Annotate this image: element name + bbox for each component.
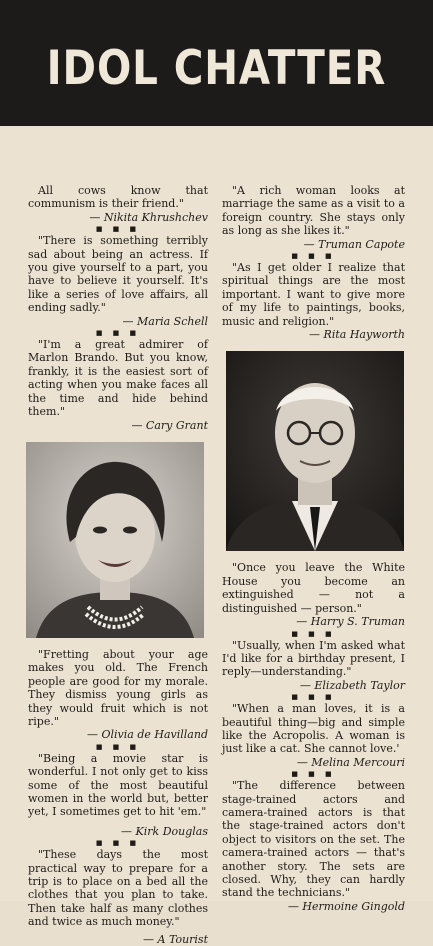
photo-harry-s-truman bbox=[226, 351, 404, 551]
portrait-man-image bbox=[226, 351, 404, 551]
right-column bbox=[222, 184, 405, 913]
separator: ■ ■ ■ bbox=[95, 839, 141, 848]
quote-author: — Olivia de Havilland bbox=[87, 728, 208, 742]
quote-text: "The difference between stage-trained actors and camera-trained actors is that the stage-trained actors don't object to visitors on the set. The camera-trained actors — that's another story. The sets are closed. Why, they can hardly stand the technicians." bbox=[222, 779, 405, 900]
page-title: IDOL CHATTER bbox=[46, 40, 387, 96]
quote-text: "I'm a great admirer of Marlon Brando. But you know, frankly, it is the easiest sort of acting when you make faces all the time and hide behind them." bbox=[28, 338, 208, 419]
quote-author: — Harry S. Truman bbox=[296, 615, 405, 629]
separator: ■ ■ ■ bbox=[291, 770, 336, 779]
quote-text: "Being a movie star is wonderful. I not only get to kiss some of the most beautiful women in the world but, better yet, I sometimes get to hit 'em." bbox=[28, 751, 208, 819]
quote-author: — Hermoine Gingold bbox=[287, 899, 405, 913]
quote-author: — Cary Grant bbox=[131, 418, 208, 432]
quote-text: "These days the most practical way to prepare for a trip is to place on a bed all the clothes that you plan to take. Then take half as many clothes and twice as much money." bbox=[28, 848, 208, 929]
quote-text: "Once you leave the White House you become an extinguished — not a distinguished — person." bbox=[222, 561, 405, 615]
separator: ■ ■ ■ bbox=[291, 252, 336, 261]
quote-text: "Fretting about your age makes you old. The French people are good for my morale. They dismiss young girls as they would fruit which is not ripe." bbox=[28, 647, 208, 728]
quote-text: "As I get older I realize that spiritual things are the most important. I want to give more of my life to paintings, books, music and religion." bbox=[222, 261, 405, 328]
quote-author: — Nikita Khrushchev bbox=[89, 210, 208, 224]
quote-author: — Kirk Douglas bbox=[121, 824, 208, 838]
separator: ■ ■ ■ bbox=[291, 629, 336, 638]
header-banner bbox=[0, 0, 433, 126]
quote-text: "A rich woman looks at marriage the same as a visit to a foreign country. She stays only as long as she likes it." bbox=[222, 184, 405, 238]
portrait-woman-image bbox=[26, 442, 204, 638]
quote-author: — Truman Capote bbox=[303, 237, 405, 251]
quote-text: "When a man loves, it is a beautiful thing—big and simple like the Acropolis. A woman is just like a cat. She cannot love.' bbox=[222, 702, 405, 756]
quote-text: All cows know that communism is their friend." bbox=[28, 184, 208, 211]
separator: ■ ■ ■ bbox=[291, 693, 336, 702]
quote-text: "There is something terribly sad about being an actress. If you give yourself to a part, you have to believe it yourself. It's like a series of love affairs, all ending sadly." bbox=[28, 234, 208, 315]
quote-author: — A Tourist bbox=[143, 932, 208, 946]
quote-author: — Melina Mercouri bbox=[296, 755, 405, 769]
left-column bbox=[28, 184, 208, 946]
quote-text: "Usually, when I'm asked what I'd like for a birthday present, I reply—understanding." bbox=[222, 638, 405, 679]
quote-author: — Rita Hayworth bbox=[309, 328, 405, 342]
separator: ■ ■ ■ bbox=[95, 225, 141, 234]
quote-author: — Maria Schell bbox=[122, 314, 208, 328]
separator: ■ ■ ■ bbox=[95, 742, 141, 751]
quote-author: — Elizabeth Taylor bbox=[299, 678, 405, 692]
separator: ■ ■ ■ bbox=[95, 329, 141, 338]
photo-olivia-de-havilland bbox=[26, 442, 204, 638]
